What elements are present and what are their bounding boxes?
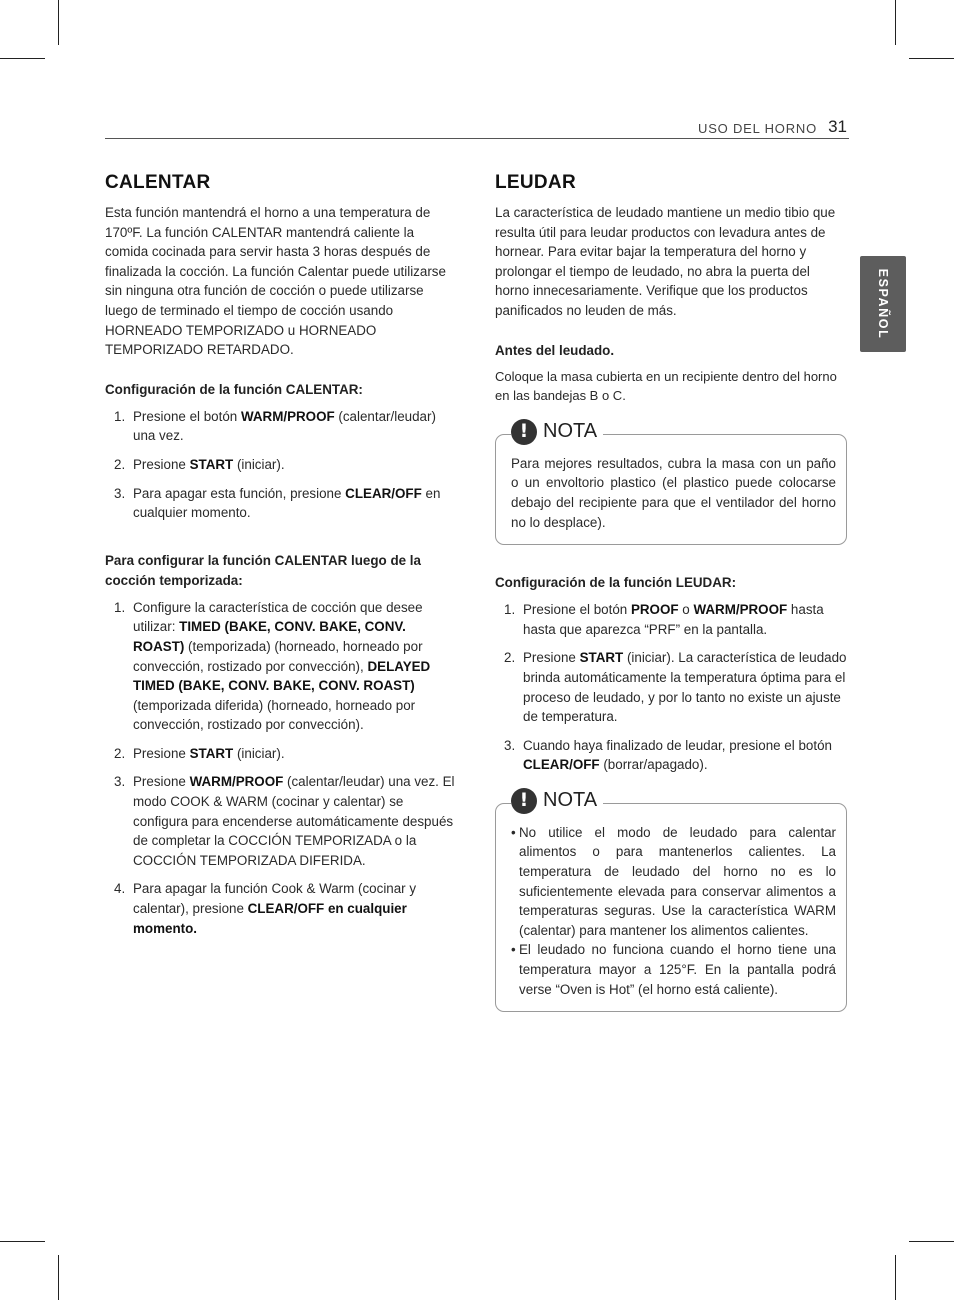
crop-mark bbox=[0, 58, 45, 59]
list-item: 2. Presione START (iniciar). La característica de leudado brinda automáticamente la temperatura óptima para el proceso de leudado, y por lo tanto no existe un ajuste de temperatura. bbox=[504, 650, 847, 725]
crop-mark bbox=[895, 0, 896, 45]
note-bullet: • El leudado no funciona cuando el horno tiene una temperatura mayor a 125°F. En la pantalla podrá verse “Oven is Hot” (el horno está caliente). bbox=[511, 942, 836, 997]
list-item: 1. Presione el botón PROOF o WARM/PROOF hasta hasta que aparezca “PRF” en la pantalla. bbox=[504, 602, 824, 637]
note-header bbox=[511, 419, 603, 445]
leudar-section bbox=[495, 172, 847, 1012]
before-paragraph: Coloque la masa cubierta en un recipiente dentro del horno en las bandejas B o C. bbox=[495, 368, 837, 404]
note-text: Para mejores resultados, cubra la masa con un paño o un envoltorio plastico (el plastico puede colocarse debajo del recipiente para que el ventilador del horno no lo desplace). bbox=[511, 455, 836, 530]
subheading: Antes del leudado. bbox=[495, 342, 615, 358]
note-box bbox=[495, 789, 847, 1012]
intro-paragraph: La característica de leudado mantiene un medio tibio que resulta útil para leudar productos con levadura antes de hornear. Para evitar bajar la temperatura del horno y prolongar el tiempo de leudado, no abra la puerta del horno innecesariamente. Verifique que los productos panificados no leuden de más. bbox=[495, 205, 836, 318]
running-header bbox=[105, 118, 849, 139]
note-box bbox=[495, 419, 847, 545]
section-heading: LEUDAR bbox=[495, 172, 576, 193]
crop-mark bbox=[58, 0, 59, 45]
list-item: 2. Presione START (iniciar). bbox=[114, 456, 285, 472]
note-bullet: • No utilice el modo de leudado para calentar alimentos o para mantenerlos calientes. La temperatura de leudado del horno no es lo suficientemente elevada para conservar alimentos a temperaturas seguras. Use la característica WARM (calentar) para mantener los alimentos calientes. bbox=[511, 824, 836, 938]
list-item: 1. Presione el botón WARM/PROOF (calentar/leudar) una vez. bbox=[114, 408, 436, 444]
language-tab-label: ESPAÑOL bbox=[876, 268, 890, 340]
list-item: 1. Configure la característica de cocción que desee utilizar: TIMED (BAKE, CONV. BAKE, CONV. ROAST) (temporizada) (horneado, horneado por convección, rostizado por convección), DELAYED TIMED (BAKE, CONV. BAKE, CONV. ROAST) (temporizada diferida) (horneado, horneado por convección, rostizado por convección). bbox=[114, 599, 431, 733]
steps-list bbox=[105, 407, 457, 523]
crop-mark bbox=[909, 58, 954, 59]
list-item: 4. Para apagar la función Cook & Warm (cocinar y calentar), presione CLEAR/OFF en cualquier momento. bbox=[114, 881, 417, 936]
note-title: NOTA bbox=[543, 789, 598, 812]
calentar-section bbox=[105, 172, 457, 947]
crop-mark bbox=[909, 1241, 954, 1242]
section-heading: CALENTAR bbox=[105, 172, 211, 193]
exclamation-icon: ! bbox=[511, 419, 537, 445]
crop-mark bbox=[0, 1241, 45, 1242]
steps-list bbox=[105, 598, 457, 939]
exclamation-icon: ! bbox=[511, 788, 537, 814]
note-title: NOTA bbox=[543, 419, 598, 442]
note-header bbox=[511, 788, 603, 814]
subheading: Configuración de la función LEUDAR: bbox=[495, 575, 737, 591]
crop-mark bbox=[58, 1255, 59, 1300]
subheading: Para configurar la función CALENTAR luego de la cocción temporizada: bbox=[105, 552, 421, 588]
crop-mark bbox=[895, 1255, 896, 1300]
steps-list bbox=[495, 600, 847, 775]
list-item: 3. Presione WARM/PROOF (calentar/leudar) una vez. El modo COOK & WARM (cocinar y calentar) se configura para encenderse automáticamente después de completar la COCCIÓN TEMPORIZADA o la COCCIÓN TEMPORIZADA DIFERIDA. bbox=[114, 774, 455, 868]
page-number: 31 bbox=[828, 117, 847, 136]
section-title: USO DEL HORNO bbox=[698, 121, 817, 136]
list-item: 3. Cuando haya finalizado de leudar, presione el botón CLEAR/OFF (borrar/apagado). bbox=[504, 737, 832, 773]
subheading: Configuración de la función CALENTAR: bbox=[105, 381, 363, 397]
list-item: 3. Para apagar esta función, presione CLEAR/OFF en cualquier momento. bbox=[114, 485, 441, 521]
intro-paragraph: Esta función mantendrá el horno a una temperatura de 170ºF. La función CALENTAR mantendrá caliente la comida cocinada para servir hasta 3 horas después de finalizada la cocción. La función Calentar puede utilizarse sin ninguna otra función de cocción o puede utilizarse luego de terminado el tiempo de cocción usando HORNEADO TEMPORIZADO u HORNEADO TEMPORIZADO RETARDADO. bbox=[105, 205, 446, 358]
language-tab bbox=[860, 256, 906, 352]
list-item: 2. Presione START (iniciar). bbox=[114, 745, 285, 761]
